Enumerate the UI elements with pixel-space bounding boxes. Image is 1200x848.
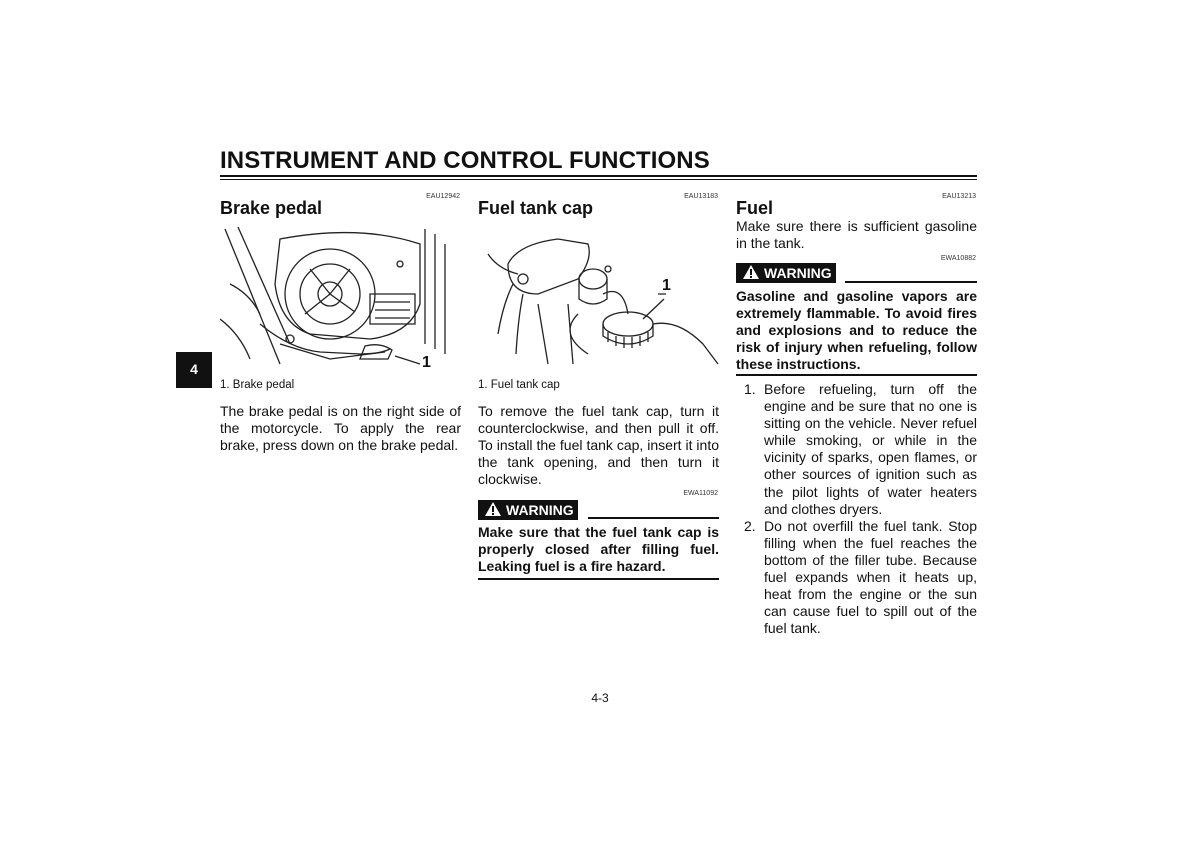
warning-icon	[484, 501, 502, 517]
page-title: INSTRUMENT AND CONTROL FUNCTIONS	[220, 147, 710, 174]
warning-label: WARNING	[506, 502, 574, 518]
warning-text: Make sure that the fuel tank cap is properly closed after filling fuel. Leaking fuel is a fire hazard.	[478, 524, 719, 575]
warning-end-rule	[478, 578, 719, 580]
section-title-fuel-tank-cap: Fuel tank cap	[478, 198, 594, 218]
warning-rule	[845, 281, 977, 283]
refuel-instructions	[736, 381, 977, 637]
warning-text: Gasoline and gasoline vapors are extremely flammable. To avoid fires and explosions and to reduce the risk of injury when refueling, follow these instructions.	[736, 288, 977, 373]
section-code: EAU12942	[426, 193, 460, 200]
fuel-tank-cap-illustration	[478, 224, 719, 374]
fuel-tank-cap-description: To remove the fuel tank cap, turn it counterclockwise, and then pull it off. To install the fuel tank cap, insert it into the tank opening, and then turn it clockwise.	[478, 403, 719, 488]
section-title-fuel: Fuel	[736, 198, 774, 218]
section-code: EAU13213	[942, 193, 976, 200]
warning-badge	[736, 263, 836, 283]
list-item: 1. Before refueling, turn off the engine and be sure that no one is sitting on the vehicle. Never refuel while smoking, or while in the vicinity of sparks, open flames, or other sources of ignition such as the pilot lights of water heaters and clothes dryers.	[744, 381, 977, 517]
brake-pedal-description: The brake pedal is on the right side of the motorcycle. To apply the rear brake, press down on the brake pedal.	[220, 403, 461, 454]
section-title-brake-pedal: Brake pedal	[220, 198, 323, 218]
fuel-intro: Make sure there is sufficient gasoline in the tank.	[736, 218, 977, 252]
brake-pedal-illustration	[220, 224, 461, 374]
section-code: EAU13183	[684, 193, 718, 200]
warning-end-rule	[736, 374, 977, 376]
figure-caption: 1. Brake pedal	[220, 379, 295, 391]
warning-code: EWA11092	[683, 490, 718, 497]
header-rule	[220, 175, 977, 177]
figure-callout: 1	[662, 277, 671, 294]
figure-callout: 1	[422, 354, 431, 371]
header-rule-thin	[220, 179, 977, 180]
warning-rule	[588, 517, 719, 519]
figure-caption: 1. Fuel tank cap	[478, 379, 560, 391]
warning-label: WARNING	[764, 265, 832, 281]
list-item: 2. Do not overfill the fuel tank. Stop filling when the fuel reaches the bottom of the filler tube. Because fuel expands when it heats up, heat from the engine or the sun can cause fuel to spill out of the fuel tank.	[744, 517, 977, 637]
warning-badge	[478, 500, 578, 520]
chapter-tab: 4	[176, 352, 212, 388]
warning-icon	[742, 264, 760, 280]
page-number: 4-3	[591, 691, 609, 705]
warning-code: EWA10882	[940, 255, 976, 262]
